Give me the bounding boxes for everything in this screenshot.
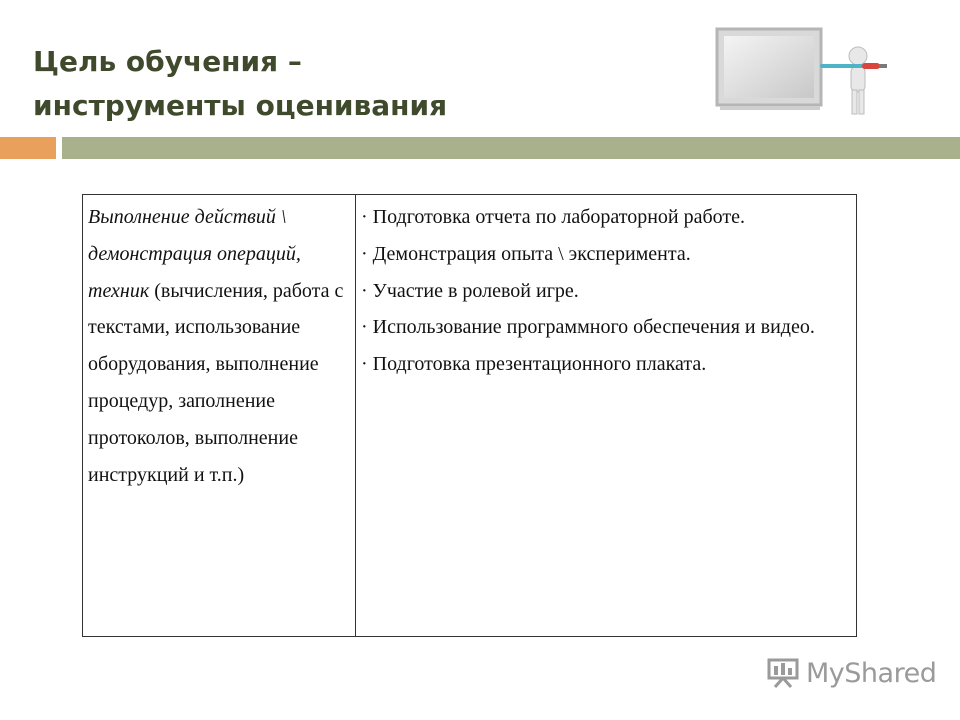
figure-person xyxy=(849,47,867,114)
whiteboard-figure-illustration xyxy=(714,26,894,122)
presentation-icon xyxy=(766,658,800,688)
list-item: · Демонстрация опыта \ эксперимента. xyxy=(361,242,691,265)
title-line-1: Цель обучения – xyxy=(33,45,302,78)
accent-bar-orange xyxy=(0,137,56,159)
list-item: · Подготовка презентационного плаката. xyxy=(361,353,707,376)
assessment-table xyxy=(82,194,857,637)
left-plain-text: (вычисления, работа с текстами, использование оборудования, выполнение процедур, заполнение протоколов, выполнение инструкций и т.п.) xyxy=(88,279,344,486)
left-italic-text: Выполнение действий \ демонстрация операций, техник xyxy=(88,206,301,302)
watermark-logo xyxy=(766,654,936,692)
table-row xyxy=(83,195,857,637)
table-cell-left xyxy=(83,195,356,637)
list-item: · Участие в ролевой игре. xyxy=(361,279,579,302)
list-item: · Подготовка отчета по лабораторной работе. xyxy=(361,206,746,228)
page-title xyxy=(33,40,447,128)
table-cell-right xyxy=(356,195,857,637)
watermark-text: MyShared xyxy=(806,657,937,689)
list-item: · Использование программного обеспечения и видео. xyxy=(361,316,815,339)
accent-bar-green xyxy=(62,137,960,159)
title-line-2: инструменты оценивания xyxy=(33,89,448,122)
